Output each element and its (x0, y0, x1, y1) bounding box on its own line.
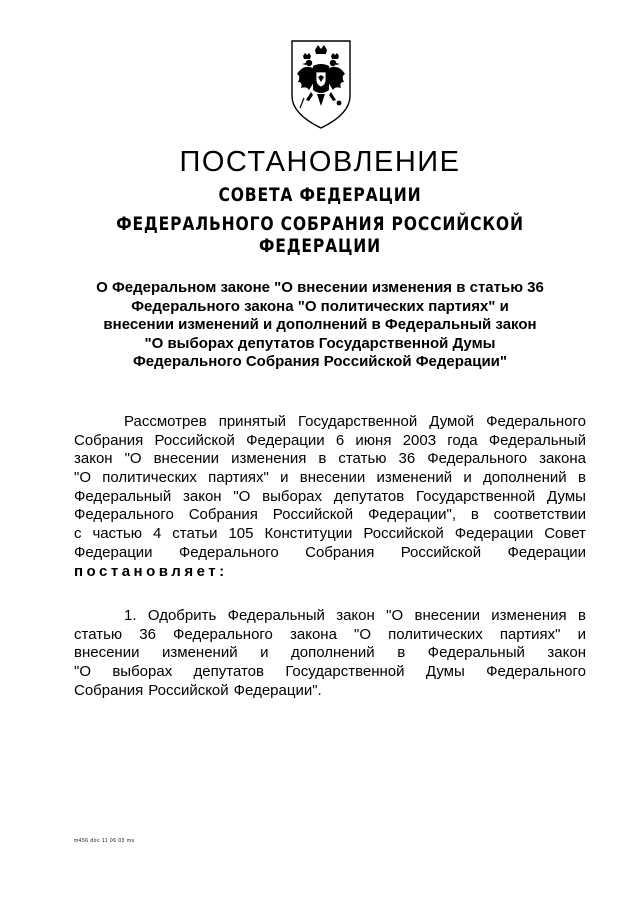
subject-line: внесении изменений и дополнений в Федеральный закон (103, 316, 537, 333)
word: Собрания (305, 543, 375, 561)
word: внесении (299, 469, 366, 487)
subject-line: "О выборах депутатов Государственной Думы (144, 334, 496, 352)
word: закон (74, 450, 113, 468)
word: июня (355, 431, 392, 449)
word: Федерального (74, 506, 174, 524)
word: Российской (272, 506, 354, 524)
word: Федеральный (74, 487, 172, 505)
word: выборах (262, 487, 323, 505)
word: депутатов (333, 487, 405, 505)
word: года (447, 431, 478, 449)
word: партиях" (208, 469, 269, 487)
word: Российской (148, 681, 229, 699)
issuer-line-1: СОВЕТА ФЕДЕРАЦИИ (218, 184, 422, 206)
word: внесении (414, 607, 480, 624)
word: в (577, 607, 586, 624)
word: Государственной (298, 413, 418, 430)
word: "О (74, 469, 91, 487)
word: Российской (154, 431, 235, 449)
word: Федерального (178, 543, 279, 561)
paragraph-line (74, 450, 586, 469)
paragraph-line (74, 544, 586, 563)
word: Собрания (74, 681, 144, 699)
paragraph-line (74, 432, 586, 451)
paragraph-line (74, 607, 586, 626)
word: дополнений (483, 469, 567, 487)
decree-word: постановляет: (74, 562, 228, 580)
word: Одобрить (147, 607, 217, 624)
word: Федерации". (233, 681, 322, 699)
word: Федеральный (427, 644, 525, 662)
word: частью (92, 525, 143, 543)
word: 4 (152, 525, 162, 543)
paragraph-line (74, 663, 586, 682)
word: Думы (425, 663, 465, 681)
word: в (577, 469, 586, 487)
word: Совет (544, 525, 586, 543)
word: выборах (112, 663, 173, 681)
word: статью (338, 450, 387, 468)
word: изменения (491, 607, 567, 624)
word: и (463, 469, 472, 487)
word: Думой (429, 413, 475, 430)
word: Российской (363, 525, 444, 543)
word: и (280, 469, 289, 487)
word: "О (354, 625, 372, 643)
word: закон (183, 487, 222, 505)
word: Рассмотрев (124, 413, 207, 430)
paragraph-line (74, 525, 586, 544)
word: закона (539, 450, 586, 468)
word: Конституции (264, 525, 353, 543)
word: изменения (231, 450, 307, 468)
document-footer-code: m456 doc 11 06 03 ms (74, 838, 135, 844)
word: депутатов (193, 663, 264, 681)
word: 105 (228, 525, 254, 543)
word: внесении (153, 450, 220, 468)
document-subject (70, 279, 570, 372)
word: Федерального (486, 413, 586, 430)
word: партиях" (499, 625, 561, 643)
word: Государственной (416, 487, 536, 505)
word: "О (233, 487, 251, 505)
subject-line: О Федеральном законе "О внесении изменения в статью 36 (96, 279, 544, 296)
word: в (318, 450, 327, 468)
word: Собрания (74, 431, 144, 449)
subject-line: Федерального закона "О политических партиях" и (131, 297, 509, 315)
word: принятый (218, 413, 286, 430)
preamble-paragraph (74, 413, 586, 581)
word: 2003 (402, 431, 437, 449)
word: Собрания (188, 506, 258, 524)
word: и (577, 625, 586, 643)
word: политических (388, 625, 483, 643)
word: 36 (398, 450, 416, 468)
word: 6 (335, 431, 345, 449)
paragraph-line (74, 506, 586, 525)
word: Российской (400, 543, 482, 561)
word: закона (290, 625, 337, 643)
paragraph-line (74, 413, 586, 432)
word: статьи (172, 525, 218, 543)
word: изменений (162, 644, 238, 662)
word: Федерации (507, 543, 586, 561)
word: закон (336, 607, 375, 624)
resolution-paragraph (74, 607, 586, 700)
word: "О (74, 663, 91, 681)
word: Федеральный (227, 607, 325, 624)
decree-line (74, 563, 586, 582)
word: внесении (74, 644, 140, 662)
word: соответствии (493, 506, 586, 524)
document-title: ПОСТАНОВЛЕНИЕ (179, 146, 461, 178)
word: Федерации (454, 525, 534, 543)
word: Федерального (486, 663, 586, 681)
word: Федерации", (367, 506, 457, 524)
word: политических (102, 469, 197, 487)
word: в (397, 644, 406, 662)
word: в (470, 506, 479, 524)
word: Федерального (427, 450, 528, 468)
word: 1. (124, 607, 137, 624)
word: Думы (547, 487, 586, 505)
subject-line: Федерального Собрания Российской Федерации" (132, 353, 508, 370)
word: закон (547, 644, 586, 662)
paragraph-line (74, 682, 586, 701)
word: и (260, 644, 269, 662)
word: Федерального (173, 625, 273, 643)
word: "О (124, 450, 142, 468)
word: статью (74, 625, 123, 643)
word: 36 (139, 625, 156, 643)
word: Государственной (285, 663, 405, 681)
paragraph-line (74, 469, 586, 488)
word: Федерации (246, 431, 325, 449)
paragraph-line (74, 644, 586, 663)
word: "О (386, 607, 404, 624)
word: с (74, 525, 82, 543)
coat-of-arms-icon (289, 38, 353, 130)
word: Федерации (74, 543, 153, 561)
word: изменений (376, 469, 453, 487)
paragraph-line (74, 488, 586, 507)
paragraph-line (74, 626, 586, 645)
issuer-line-2: ФЕДЕРАЛЬНОГО СОБРАНИЯ РОССИЙСКОЙ ФЕДЕРАЦИИ (116, 213, 524, 257)
word: Федеральный (488, 431, 586, 449)
word: дополнений (291, 644, 375, 662)
